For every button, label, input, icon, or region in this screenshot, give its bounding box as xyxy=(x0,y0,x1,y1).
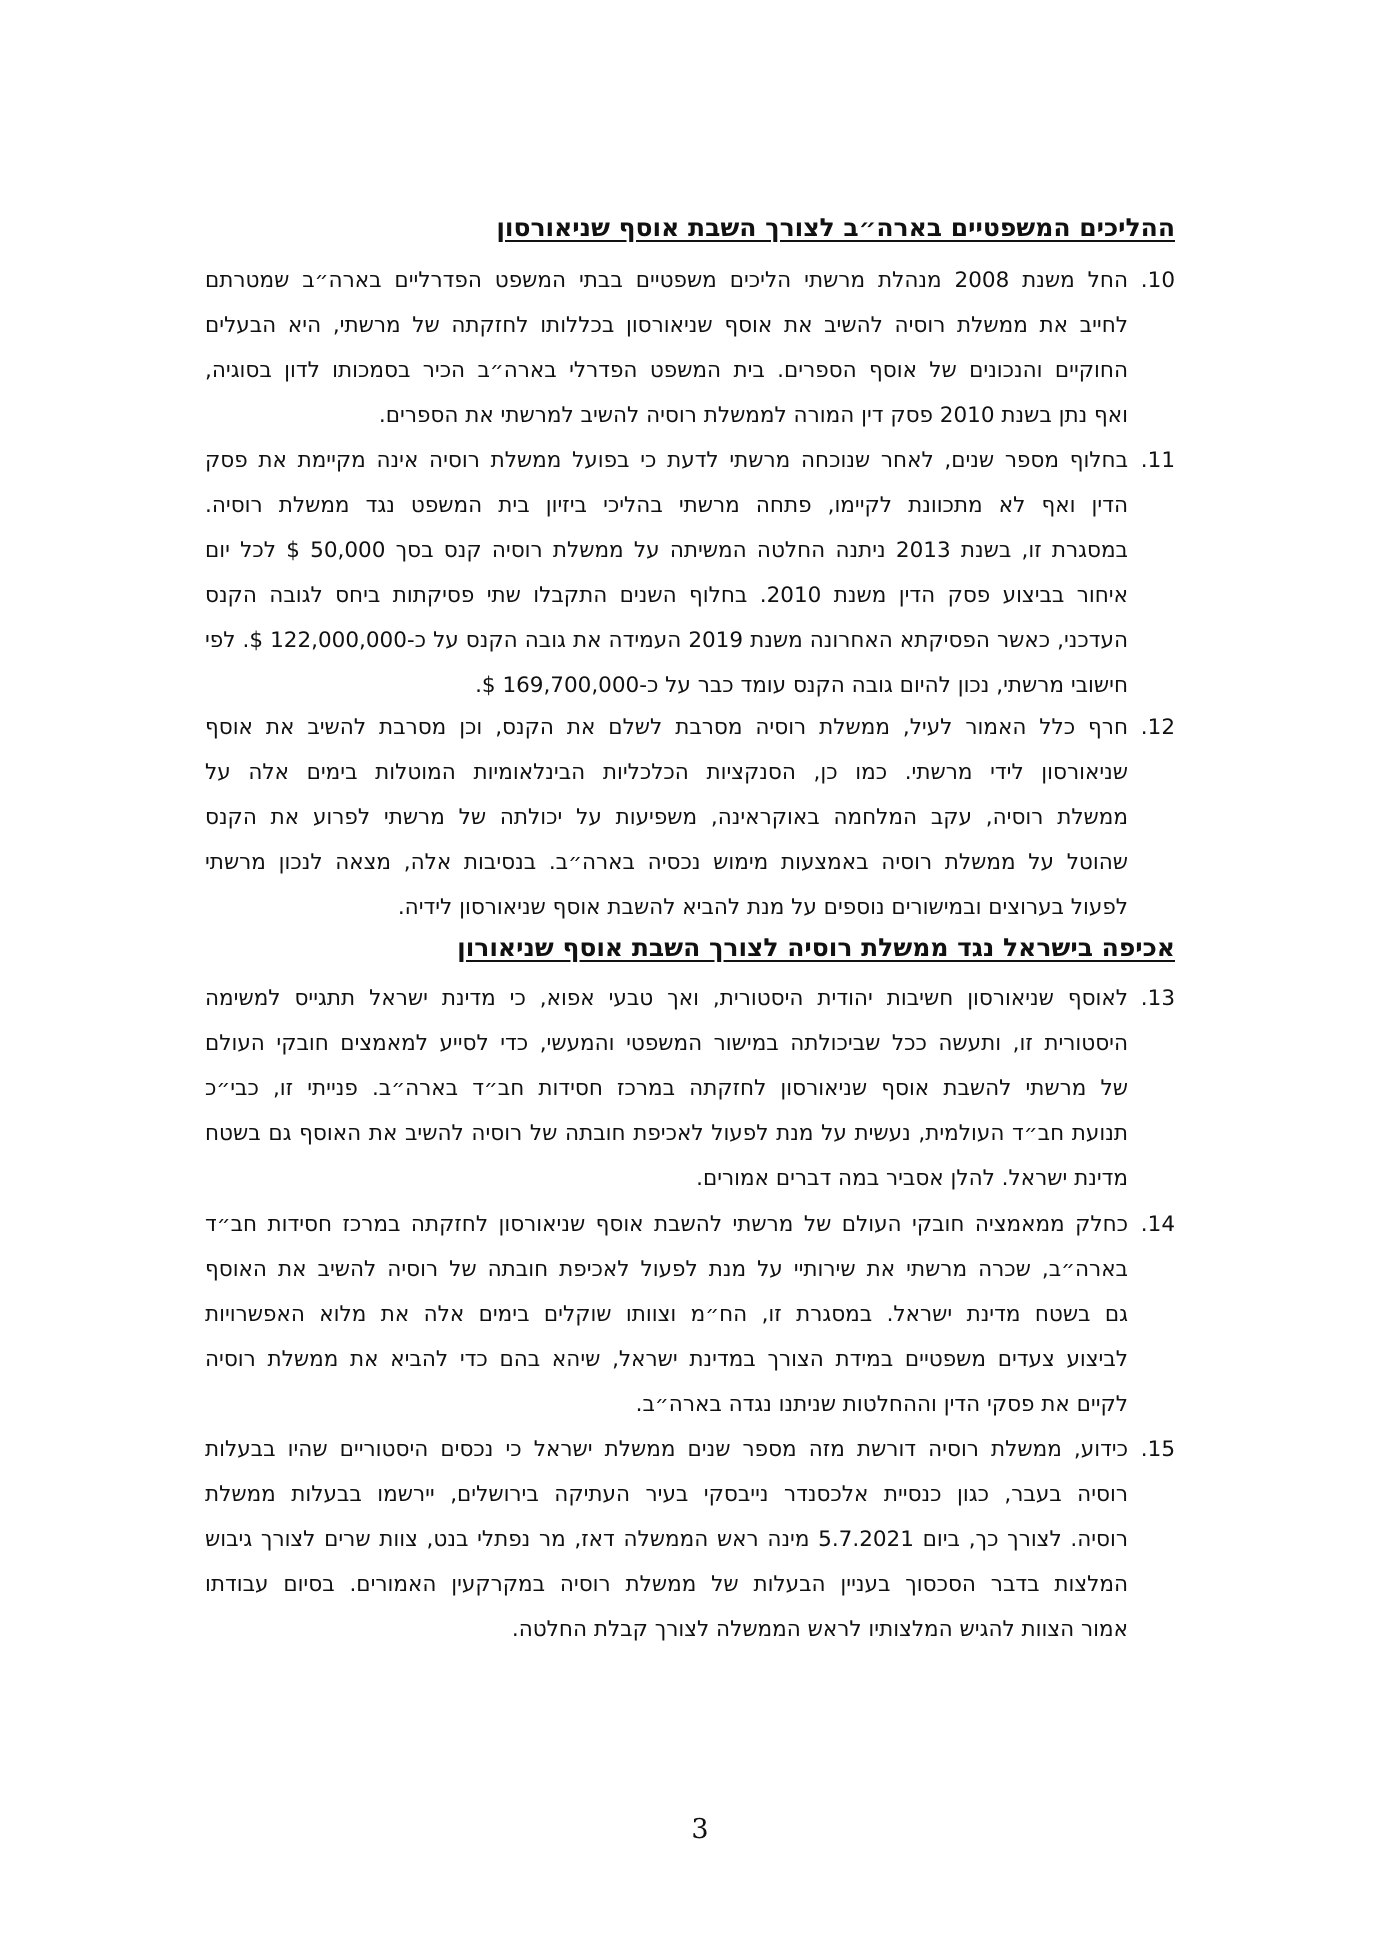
text-line: לפעול בערוצים ובמישורים נוספים על מנת להביא להשבת אוסף שניאורסון לידיה. xyxy=(397,895,1128,920)
paragraph-number: 14. xyxy=(1140,1212,1175,1237)
paragraph-number: 12. xyxy=(1140,715,1175,740)
text-line: ואף נתן בשנת 2010 פסק דין המורה לממשלת רוסיה להשיב למרשתי את הספרים. xyxy=(378,403,1128,428)
text-line: תנועת חב״ד העולמית, נעשית על מנת לפעול לאכיפת חובתה של רוסיה להשיב את האוסף גם בשטח xyxy=(205,1121,1128,1146)
paragraph-number: 11. xyxy=(1140,448,1175,473)
paragraph-number: 13. xyxy=(1140,986,1175,1011)
text-line: לביצוע צעדים משפטיים במידת הצורך במדינת ישראל, שיהא בהם כדי להביא את ממשלת רוסיה xyxy=(205,1347,1128,1372)
text-line: גם בשטח מדינת ישראל. במסגרת זו, הח״מ וצוותו שוקלים בימים אלה את מלוא האפשרויות xyxy=(205,1302,1128,1327)
text-line: היסטורית זו, ותעשה ככל שביכולתה במישור המשפטי והמעשי, כדי לסייע למאמצים חובקי העולם xyxy=(205,1031,1128,1056)
text-line: כחלק ממאמציה חובקי העולם של מרשתי להשבת אוסף שניאורסון לחזקתה במרכז חסידות חב״ד xyxy=(205,1212,1128,1237)
section-heading-israel-enforcement: אכיפה בישראל נגד ממשלת רוסיה לצורך השבת אוסף שניאורון xyxy=(457,933,1175,962)
text-line: החל משנת 2008 מנהלת מרשתי הליכים משפטיים בבתי המשפט הפדרליים בארה״ב שמטרתם xyxy=(205,268,1128,293)
text-line: של מרשתי להשבת אוסף שניאורסון לחזקתה במרכז חסידות חב״ד בארה״ב. פנייתי זו, כבי״כ xyxy=(205,1076,1128,1101)
paragraph-text xyxy=(205,976,1128,1201)
text-line: במסגרת זו, בשנת 2013 ניתנה החלטה המשיתה על ממשלת רוסיה קנס בסך 50,000 $ לכל יום xyxy=(205,538,1128,563)
text-line: כידוע, ממשלת רוסיה דורשת מזה מספר שנים ממשלת ישראל כי נכסים היסטוריים שהיו בבעלות xyxy=(205,1437,1128,1462)
text-line: לקיים את פסקי הדין וההחלטות שניתנו נגדה בארה״ב. xyxy=(635,1392,1128,1417)
paragraph-text xyxy=(205,705,1128,930)
text-line: שניאורסון לידי מרשתי. כמו כן, הסנקציות הכלכליות הבינלאומיות המוטלות בימים אלה על xyxy=(205,760,1128,785)
text-line: המלצות בדבר הסכסוך בעניין הבעלות של ממשלת רוסיה במקרקעין האמורים. בסיום עבודתו xyxy=(205,1572,1128,1597)
text-line: אמור הצוות להגיש המלצותיו לראש הממשלה לצורך קבלת החלטה. xyxy=(511,1617,1128,1642)
text-line: בארה״ב, שכרה מרשתי את שירותיי על מנת לפעול לאכיפת חובתה של רוסיה להשיב את האוסף xyxy=(205,1257,1128,1282)
text-line: רוסיה. לצורך כך, ביום 5.7.2021 מינה ראש הממשלה דאז, מר נפתלי בנט, צוות שרים לצורך גיבוש xyxy=(205,1527,1128,1552)
text-line: הדין ואף לא מתכוונת לקיימו, פתחה מרשתי בהליכי ביזיון בית המשפט נגד ממשלת רוסיה. xyxy=(205,493,1128,518)
paragraph-text xyxy=(205,258,1128,438)
text-line: ממשלת רוסיה, עקב המלחמה באוקראינה, משפיעות על יכולתה של מרשתי לפרוע את הקנס xyxy=(205,805,1128,830)
text-line: העדכני, כאשר הפסיקתא האחרונה משנת 2019 העמידה את גובה הקנס על כ-122,000,000 $. לפי xyxy=(205,628,1128,653)
page-number: 3 xyxy=(691,1814,709,1845)
text-line: החוקיים והנכונים של אוסף הספרים. בית המשפט הפדרלי בארה״ב הכיר בסמכותו לדון בסוגיה, xyxy=(205,358,1128,383)
paragraph-text xyxy=(205,1202,1128,1427)
text-line: חישובי מרשתי, נכון להיום גובה הקנס עומד כבר על כ-169,700,000 $. xyxy=(475,673,1128,698)
text-line: איחור בביצוע פסק הדין משנת 2010. בחלוף השנים התקבלו שתי פסיקתות ביחס לגובה הקנס xyxy=(205,583,1128,608)
paragraph-number: 15. xyxy=(1140,1437,1175,1462)
text-line: שהוטל על ממשלת רוסיה באמצעות מימוש נכסיה בארה״ב. בנסיבות אלה, מצאה לנכון מרשתי xyxy=(205,850,1128,875)
paragraph-text xyxy=(205,438,1128,708)
text-line: לחייב את ממשלת רוסיה להשיב את אוסף שניאורסון בכללותו לחזקתה של מרשתי, היא הבעלים xyxy=(205,313,1128,338)
text-line: בחלוף מספר שנים, לאחר שנוכחה מרשתי לדעת כי בפועל ממשלת רוסיה אינה מקיימת את פסק xyxy=(205,448,1128,473)
paragraph-text xyxy=(205,1427,1128,1652)
section-heading-us-proceedings: ההליכים המשפטיים בארה״ב לצורך השבת אוסף שניאורסון xyxy=(496,213,1175,242)
paragraph-number: 10. xyxy=(1140,268,1175,293)
text-line: רוסיה בעבר, כגון כנסיית אלכסנדר נייבסקי בעיר העתיקה בירושלים, יירשמו בבעלות ממשלת xyxy=(205,1482,1128,1507)
text-line: חרף כלל האמור לעיל, ממשלת רוסיה מסרבת לשלם את הקנס, וכן מסרבת להשיב את אוסף xyxy=(205,715,1128,740)
text-line: לאוסף שניאורסון חשיבות יהודית היסטורית, ואך טבעי אפוא, כי מדינת ישראל תתגייס למשימה xyxy=(205,986,1128,1011)
text-line: מדינת ישראל. להלן אסביר במה דברים אמורים. xyxy=(696,1166,1128,1191)
